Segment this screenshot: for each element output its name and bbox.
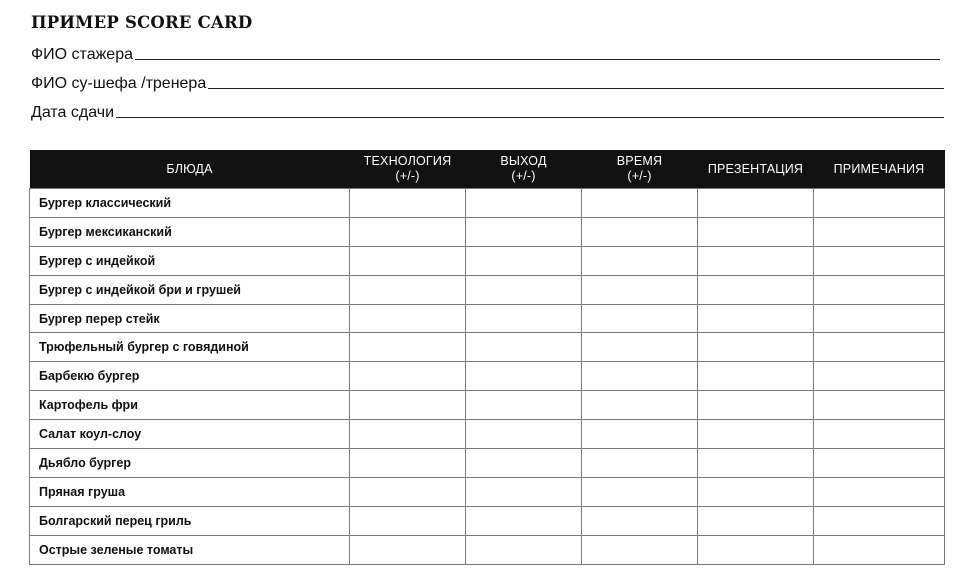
header-technology-label: ТЕХНОЛОГИЯ <box>363 154 452 168</box>
header-time-sub: (+/-) <box>627 169 652 183</box>
notes-score-cell[interactable] <box>814 506 945 535</box>
presentation-score-cell[interactable] <box>698 449 814 478</box>
time-score-cell[interactable] <box>582 535 698 564</box>
technology-score-cell[interactable] <box>350 362 466 391</box>
header-output-label: ВЫХОД <box>500 154 547 168</box>
table-row <box>30 535 945 564</box>
presentation-score-cell[interactable] <box>698 506 814 535</box>
table-row <box>30 362 945 391</box>
presentation-score-cell[interactable] <box>698 217 814 246</box>
sous-chef-name-line[interactable] <box>208 88 944 89</box>
time-score-cell[interactable] <box>582 189 698 218</box>
technology-score-cell[interactable] <box>350 333 466 362</box>
notes-score-cell[interactable] <box>814 420 945 449</box>
technology-score-cell[interactable] <box>350 420 466 449</box>
submission-date-label: Дата сдачи <box>31 104 115 121</box>
table-row <box>30 304 945 333</box>
sous-chef-name-field[interactable] <box>31 75 944 93</box>
presentation-score-cell[interactable] <box>698 275 814 304</box>
output-score-cell[interactable] <box>466 506 582 535</box>
time-score-cell[interactable] <box>582 506 698 535</box>
dish-name-cell: Бургер с индейкой <box>30 246 350 275</box>
dish-name-cell: Острые зеленые томаты <box>30 535 350 564</box>
output-score-cell[interactable] <box>466 362 582 391</box>
output-score-cell[interactable] <box>466 189 582 218</box>
trainee-name-field[interactable] <box>31 46 940 64</box>
time-score-cell[interactable] <box>582 304 698 333</box>
technology-score-cell[interactable] <box>350 217 466 246</box>
notes-score-cell[interactable] <box>814 391 945 420</box>
notes-score-cell[interactable] <box>814 304 945 333</box>
time-score-cell[interactable] <box>582 449 698 478</box>
technology-score-cell[interactable] <box>350 304 466 333</box>
notes-score-cell[interactable] <box>814 333 945 362</box>
dish-name-cell: Бургер мексиканский <box>30 217 350 246</box>
header-presentation <box>698 150 814 189</box>
technology-score-cell[interactable] <box>350 449 466 478</box>
header-dishes-label: БЛЮДА <box>166 161 213 176</box>
table-row <box>30 189 945 218</box>
dish-name-cell: Барбекю бургер <box>30 362 350 391</box>
table-row <box>30 217 945 246</box>
output-score-cell[interactable] <box>466 246 582 275</box>
header-time <box>582 150 698 189</box>
presentation-score-cell[interactable] <box>698 477 814 506</box>
table-row <box>30 391 945 420</box>
output-score-cell[interactable] <box>466 304 582 333</box>
dish-name-cell: Бургер классический <box>30 189 350 218</box>
sous-chef-name-label: ФИО су-шефа /тренера <box>31 75 207 92</box>
trainee-name-label: ФИО стажера <box>31 46 133 63</box>
output-score-cell[interactable] <box>466 477 582 506</box>
time-score-cell[interactable] <box>582 477 698 506</box>
output-score-cell[interactable] <box>466 275 582 304</box>
dish-name-cell: Бургер перер стейк <box>30 304 350 333</box>
submission-date-field[interactable] <box>31 104 944 122</box>
table-row <box>30 246 945 275</box>
notes-score-cell[interactable] <box>814 189 945 218</box>
time-score-cell[interactable] <box>582 391 698 420</box>
table-row <box>30 275 945 304</box>
dish-name-cell: Пряная груша <box>30 477 350 506</box>
header-technology <box>350 150 466 189</box>
header-technology-sub: (+/-) <box>395 169 420 183</box>
presentation-score-cell[interactable] <box>698 304 814 333</box>
time-score-cell[interactable] <box>582 246 698 275</box>
output-score-cell[interactable] <box>466 535 582 564</box>
header-time-label: ВРЕМЯ <box>616 154 663 168</box>
header-notes-label: ПРИМЕЧАНИЯ <box>833 161 925 176</box>
technology-score-cell[interactable] <box>350 246 466 275</box>
dish-name-cell: Дьябло бургер <box>30 449 350 478</box>
technology-score-cell[interactable] <box>350 535 466 564</box>
presentation-score-cell[interactable] <box>698 246 814 275</box>
technology-score-cell[interactable] <box>350 477 466 506</box>
table-row <box>30 506 945 535</box>
dish-name-cell: Салат коул-слоу <box>30 420 350 449</box>
presentation-score-cell[interactable] <box>698 420 814 449</box>
output-score-cell[interactable] <box>466 217 582 246</box>
technology-score-cell[interactable] <box>350 189 466 218</box>
header-output-sub: (+/-) <box>511 169 536 183</box>
presentation-score-cell[interactable] <box>698 535 814 564</box>
notes-score-cell[interactable] <box>814 449 945 478</box>
table-header-row <box>30 150 945 189</box>
output-score-cell[interactable] <box>466 449 582 478</box>
notes-score-cell[interactable] <box>814 535 945 564</box>
document-title: ПРИМЕР SCORE CARD <box>31 13 253 32</box>
table-row <box>30 449 945 478</box>
output-score-cell[interactable] <box>466 391 582 420</box>
header-notes <box>814 150 945 189</box>
table-row <box>30 333 945 362</box>
dish-name-cell: Бургер с индейкой бри и грушей <box>30 275 350 304</box>
technology-score-cell[interactable] <box>350 275 466 304</box>
technology-score-cell[interactable] <box>350 391 466 420</box>
output-score-cell[interactable] <box>466 333 582 362</box>
notes-score-cell[interactable] <box>814 362 945 391</box>
notes-score-cell[interactable] <box>814 246 945 275</box>
notes-score-cell[interactable] <box>814 477 945 506</box>
header-presentation-label: ПРЕЗЕНТАЦИЯ <box>707 161 804 176</box>
time-score-cell[interactable] <box>582 420 698 449</box>
table-row <box>30 420 945 449</box>
submission-date-line[interactable] <box>116 117 944 118</box>
dish-name-cell: Картофель фри <box>30 391 350 420</box>
technology-score-cell[interactable] <box>350 506 466 535</box>
presentation-score-cell[interactable] <box>698 333 814 362</box>
score-card-table <box>29 150 945 565</box>
time-score-cell[interactable] <box>582 362 698 391</box>
output-score-cell[interactable] <box>466 420 582 449</box>
notes-score-cell[interactable] <box>814 217 945 246</box>
time-score-cell[interactable] <box>582 333 698 362</box>
header-dishes <box>30 150 350 189</box>
dish-name-cell: Болгарский перец гриль <box>30 506 350 535</box>
header-output <box>466 150 582 189</box>
time-score-cell[interactable] <box>582 217 698 246</box>
trainee-name-line[interactable] <box>135 59 940 60</box>
time-score-cell[interactable] <box>582 275 698 304</box>
dish-name-cell: Трюфельный бургер с говядиной <box>30 333 350 362</box>
table-body <box>30 189 945 565</box>
presentation-score-cell[interactable] <box>698 189 814 218</box>
table-row <box>30 477 945 506</box>
presentation-score-cell[interactable] <box>698 362 814 391</box>
presentation-score-cell[interactable] <box>698 391 814 420</box>
notes-score-cell[interactable] <box>814 275 945 304</box>
